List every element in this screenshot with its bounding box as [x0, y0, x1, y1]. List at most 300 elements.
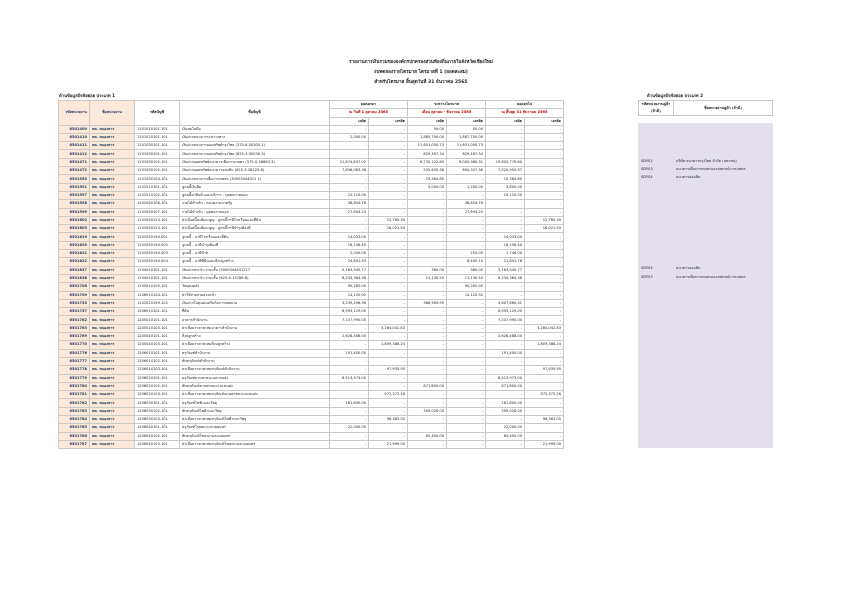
cell-account-name: เงินฝากธนาคารเพื่อการเกษตร (30003444312 1): [180, 175, 330, 183]
cell-opening-credit: -: [369, 407, 408, 415]
col-header-account-name: ชื่อบัญชี: [180, 101, 330, 126]
cell-partner-code: [639, 389, 674, 397]
cell-account-name: เงินฝากออมทรัพย์ธนาคารออมสิน (825-3-38120-6): [180, 167, 330, 175]
table-row: [59, 250, 564, 258]
cell-period-credit: -: [447, 424, 486, 432]
cell-closing-credit: 12,765.30: [525, 216, 564, 224]
cell-closing-credit: -: [525, 399, 564, 407]
counterparty-row: [639, 174, 773, 182]
cell-closing-credit: 1,809,388.24: [525, 341, 564, 349]
cell-period-credit: -: [447, 399, 486, 407]
counterparty-row: [639, 223, 773, 231]
cell-account-code: 1102010101.101: [135, 183, 180, 191]
cell-closing-credit: 18,021.50: [525, 225, 564, 233]
cell-closing-debit: -: [486, 291, 525, 299]
table-row: [59, 191, 564, 199]
cell-partner-name: [674, 381, 773, 389]
cell-closing-credit: -: [525, 208, 564, 216]
cell-partner-code: [639, 364, 674, 372]
counterparty-row: [639, 389, 773, 397]
cell-account-name: ค่าเสื่อมราคาสะสมครุภัณฑ์ไฟฟ้าและวิทยุ: [180, 415, 330, 423]
cell-unit-name: ทต. หนองหาร: [90, 208, 135, 216]
cell-account-name: รายได้ค้างรับ - หน่วยงานภาครัฐ: [180, 200, 330, 208]
cell-unit-name: ทต. หนองหาร: [90, 200, 135, 208]
cell-partner-name: [674, 364, 773, 372]
cell-unit-code: 6501783: [59, 407, 90, 415]
table-row: [59, 407, 564, 415]
table-row: [59, 440, 564, 448]
cell-unit-name: ทต. หนองหาร: [90, 366, 135, 374]
cell-opening-debit: -: [330, 150, 369, 158]
table-row: [59, 283, 564, 291]
cell-period-credit: 629,167.34: [447, 150, 486, 158]
cell-opening-debit: 8,234,364.36: [330, 274, 369, 282]
cell-period-credit: 11,130.50: [447, 274, 486, 282]
cell-period-debit: -: [408, 333, 447, 341]
cell-partner-code: SDY03: [639, 165, 674, 173]
cell-opening-debit: 2,000.00: [330, 250, 369, 258]
cell-unit-code: 6501787: [59, 440, 90, 448]
cell-period-debit: -: [408, 258, 447, 266]
counterparty-row: [639, 182, 773, 190]
cell-closing-debit: 191,400.00: [486, 349, 525, 357]
cell-closing-credit: -: [525, 382, 564, 390]
cell-account-code: 1206020103.101: [135, 391, 180, 399]
cell-unit-code: 6501769: [59, 333, 90, 341]
cell-unit-code: 6501410: [59, 133, 90, 141]
cell-opening-credit: -: [369, 382, 408, 390]
cell-closing-debit: 7,237,990.00: [486, 316, 525, 324]
cell-account-name: ค่าเสื่อมราคาสะสมครุภัณฑ์โฆษณาและเผยแพร่: [180, 440, 330, 448]
cell-opening-debit: 2,628,488.00: [330, 333, 369, 341]
cell-period-debit: -: [408, 200, 447, 208]
cell-account-name: เงินฝากธนาคารออมทรัพย์กรุงไทย (375-6-00305-1): [180, 142, 330, 150]
cell-period-credit: -: [447, 341, 486, 349]
cell-closing-debit: 5,163,945.77: [486, 266, 525, 274]
cell-opening-debit: 90,262.00: [330, 283, 369, 291]
counterparty-row: [639, 149, 773, 157]
cell-account-code: 1101020101.101: [135, 133, 180, 141]
cell-partner-code: [639, 373, 674, 381]
cell-account-code: 1105010105.101: [135, 283, 180, 291]
counterparty-row: [639, 356, 773, 364]
cell-partner-name: [674, 132, 773, 140]
cell-account-name: ค่าเผื่อหนี้สงสัยจะสูญ - ลูกหนี้ภาษีโรงเรือนและที่ดิน: [180, 216, 330, 224]
cell-unit-name: ทต. หนองหาร: [90, 183, 135, 191]
cell-period-debit: -: [408, 399, 447, 407]
cell-period-credit: -: [447, 225, 486, 233]
counterparty-row: [639, 406, 773, 414]
cell-account-name: เงินฝากออมทรัพย์ธนาคารเพื่อการเกษตร (375-0-36863-3): [180, 158, 330, 166]
cell-closing-debit: -: [486, 366, 525, 374]
cell-opening-credit: -: [369, 167, 408, 175]
cell-unit-name: ทต. หนองหาร: [90, 333, 135, 341]
cell-partner-code: [639, 281, 674, 289]
cell-partner-code: [639, 348, 674, 356]
cell-closing-debit: -: [486, 391, 525, 399]
cell-closing-debit: 6,993,129.00: [486, 308, 525, 316]
counterparty-row: [639, 323, 773, 331]
counterparty-row: [639, 439, 773, 447]
cell-unit-name: ทต. หนองหาร: [90, 225, 135, 233]
cell-partner-code: [639, 298, 674, 306]
cell-period-debit: -: [408, 216, 447, 224]
cell-period-credit: -: [447, 308, 486, 316]
cell-account-code: 1102050194.003: [135, 250, 180, 258]
counterparty-row: [639, 422, 773, 430]
cell-unit-name: ทต. หนองหาร: [90, 266, 135, 274]
counterparty-row: [639, 132, 773, 140]
cell-period-credit: -: [447, 366, 486, 374]
cell-period-credit: 252.00: [447, 250, 486, 258]
cell-account-code: 1102050194.002: [135, 241, 180, 249]
cell-closing-debit: -: [486, 440, 525, 448]
cell-opening-credit: -: [369, 191, 408, 199]
cell-account-name: ลูกหนี้ - ภาษีบำรุงท้องที่: [180, 241, 330, 249]
report-subtitle: งบทดลองรายไตรมาส ไตรมาสที่ 1 (ยอดสะสม): [374, 70, 468, 75]
cell-closing-credit: -: [525, 283, 564, 291]
cell-unit-name: ทต. หนองหาร: [90, 150, 135, 158]
cell-period-credit: 38,854.78: [447, 200, 486, 208]
cell-opening-debit: 18,156.40: [330, 241, 369, 249]
cell-partner-name: [674, 281, 773, 289]
counterparty-row: [639, 190, 773, 198]
cell-opening-credit: -: [369, 316, 408, 324]
cell-account-code: 1205040101.101: [135, 333, 180, 341]
table-row: [59, 142, 564, 150]
cell-account-code: 1102050106.101: [135, 200, 180, 208]
cell-unit-name: ทต. หนองหาร: [90, 216, 135, 224]
cell-period-debit: -: [408, 349, 447, 357]
counterparty-row: [639, 298, 773, 306]
cell-partner-name: [674, 431, 773, 439]
cell-opening-debit: 7,237,990.00: [330, 316, 369, 324]
table-row: [59, 233, 564, 241]
cell-unit-name: ทต. หนองหาร: [90, 308, 135, 316]
cell-opening-debit: 22,000.00: [330, 424, 369, 432]
cell-partner-code: [639, 198, 674, 206]
counterparty-row: [639, 265, 773, 273]
col-header-debit: เดบิต: [330, 117, 369, 125]
cell-unit-code: 6501602: [59, 216, 90, 224]
cell-opening-credit: 18,021.50: [369, 225, 408, 233]
cell-partner-code: [639, 381, 674, 389]
cell-unit-code: 6501779: [59, 374, 90, 382]
cell-period-credit: -: [447, 349, 486, 357]
cell-closing-credit: -: [525, 233, 564, 241]
cell-closing-debit: 181,600.00: [486, 399, 525, 407]
cell-unit-code: 6501412: [59, 150, 90, 158]
cell-account-name: ค่าเสื่อมราคาสะสมครุภัณฑ์สำนักงาน: [180, 366, 330, 374]
table-row: [59, 241, 564, 249]
cell-period-credit: 8,400.15: [447, 258, 486, 266]
cell-closing-credit: -: [525, 424, 564, 432]
cell-period-credit: 27,694.25: [447, 208, 486, 216]
cell-closing-debit: -: [486, 150, 525, 158]
counterparty-row: [639, 331, 773, 339]
cell-period-debit: 629,167.34: [408, 150, 447, 158]
cell-partner-code: [639, 331, 674, 339]
cell-account-code: 1206010102.101: [135, 357, 180, 365]
cell-unit-code: 6501708: [59, 283, 90, 291]
cell-opening-credit: -: [369, 150, 408, 158]
cell-partner-name: [674, 323, 773, 331]
cell-period-debit: -: [408, 366, 447, 374]
cell-period-debit: 309,026.00: [408, 407, 447, 415]
cell-opening-debit: -: [330, 341, 369, 349]
table-row: [59, 167, 564, 175]
cell-period-credit: 360.00: [447, 266, 486, 274]
counterparty-row: [639, 215, 773, 223]
cell-unit-name: ทต. หนองหาร: [90, 175, 135, 183]
cell-closing-credit: 97,935.95: [525, 366, 564, 374]
col-header-partner-code: รหัสหน่วยงานคู่ค้า (ถ้ามี): [639, 101, 674, 116]
cell-closing-debit: 309,026.00: [486, 407, 525, 415]
cell-partner-name: [674, 298, 773, 306]
cell-partner-code: [639, 306, 674, 314]
table-row: [59, 133, 564, 141]
cell-partner-code: [639, 207, 674, 215]
cell-opening-debit: 10,110.00: [330, 191, 369, 199]
cell-unit-name: ทต. หนองหาร: [90, 316, 135, 324]
cell-unit-code: 6501598: [59, 200, 90, 208]
cell-partner-name: ธนาคารออมสิน: [674, 174, 773, 182]
cell-account-name: เงินฝากธนาคารออมทรัพย์กรุงไทย (825-3-00030-3): [180, 150, 330, 158]
cell-unit-code: 6501786: [59, 432, 90, 440]
cell-account-code: 1206020102.101: [135, 382, 180, 390]
cell-partner-name: [674, 315, 773, 323]
table-row: [59, 432, 564, 440]
cell-unit-name: ทต. หนองหาร: [90, 241, 135, 249]
cell-partner-name: [674, 331, 773, 339]
cell-partner-code: [639, 323, 674, 331]
report-titles: [0, 58, 842, 88]
cell-closing-credit: -: [525, 407, 564, 415]
cell-closing-credit: 21,999.00: [525, 440, 564, 448]
cell-partner-name: [674, 232, 773, 240]
cell-account-name: ลูกหนี้ - ภาษีโรงเรือนและที่ดิน: [180, 233, 330, 241]
cell-unit-code: 6501637: [59, 266, 90, 274]
cell-account-name: สิ่งปลูกสร้าง: [180, 333, 330, 341]
cell-opening-debit: -: [330, 324, 369, 332]
cell-account-code: 1101030102.101: [135, 167, 180, 175]
cell-closing-credit: -: [525, 291, 564, 299]
cell-unit-name: ทต. หนองหาร: [90, 415, 135, 423]
cell-period-credit: -: [447, 374, 486, 382]
cell-account-name: ค่าเสื่อมราคาสะสมอาคารสำนักงาน: [180, 324, 330, 332]
counterparty-row: [639, 290, 773, 298]
cell-partner-code: [639, 356, 674, 364]
cell-opening-debit: -: [330, 432, 369, 440]
cell-period-debit: -: [408, 324, 447, 332]
cell-unit-name: ทต. หนองหาร: [90, 274, 135, 282]
cell-unit-name: ทต. หนองหาร: [90, 432, 135, 440]
cell-opening-credit: 97,935.95: [369, 366, 408, 374]
cell-account-name: ลูกหนี้ค่าสินค้าและบริการ - บุคคลภายนอก: [180, 191, 330, 199]
cell-partner-code: [639, 422, 674, 430]
cell-unit-name: ทต. หนองหาร: [90, 233, 135, 241]
cell-period-credit: 1,200.00: [447, 183, 486, 191]
cell-opening-credit: -: [369, 158, 408, 166]
cell-unit-name: ทต. หนองหาร: [90, 374, 135, 382]
table-row: [59, 183, 564, 191]
table-row: [59, 200, 564, 208]
cell-unit-code: 6501603: [59, 225, 90, 233]
counterparty-row: [639, 165, 773, 173]
cell-unit-name: ทต. หนองหาร: [90, 440, 135, 448]
cell-opening-credit: -: [369, 424, 408, 432]
cell-account-name: เงินฝากธนาคารระหว่างทาง: [180, 133, 330, 141]
cell-closing-credit: -: [525, 158, 564, 166]
table-row: [59, 391, 564, 399]
cell-period-debit: -: [408, 191, 447, 199]
cell-unit-code: 6501591: [59, 183, 90, 191]
cell-closing-credit: -: [525, 299, 564, 307]
cell-unit-code: 6501778: [59, 366, 90, 374]
table-row: [59, 216, 564, 224]
cell-closing-credit: 3,284,042.83: [525, 324, 564, 332]
cell-opening-debit: -: [330, 440, 369, 448]
table-row: [59, 150, 564, 158]
cell-partner-code: [639, 248, 674, 256]
cell-unit-code: 6501638: [59, 274, 90, 282]
cell-partner-name: [674, 373, 773, 381]
col-header-account-code: รหัสบัญชี: [135, 101, 180, 126]
cell-closing-debit: -: [486, 133, 525, 141]
col-subheader-opening: ณ วันที่ 1 ตุลาคม 2565: [330, 109, 408, 117]
cell-account-code: 1101030101.101: [135, 142, 180, 150]
cell-account-code: 1206040103.101: [135, 440, 180, 448]
cell-period-debit: 65,400.00: [408, 432, 447, 440]
cell-account-code: 1206020101.101: [135, 374, 180, 382]
cell-partner-name: ธนาคารเพื่อการเกษตรและสหกรณ์การเกษตร: [674, 273, 773, 281]
cell-partner-code: SDY03: [639, 273, 674, 281]
cell-closing-credit: -: [525, 167, 564, 175]
cell-opening-debit: 14,033.00: [330, 233, 369, 241]
cell-period-debit: -: [408, 424, 447, 432]
table-row: [59, 125, 564, 133]
cell-period-credit: -: [447, 415, 486, 423]
counterparty-row: [639, 140, 773, 148]
cell-period-credit: -: [447, 316, 486, 324]
cell-unit-name: ทต. หนองหาร: [90, 250, 135, 258]
cell-partner-name: [674, 340, 773, 348]
cell-opening-credit: -: [369, 266, 408, 274]
cell-closing-credit: -: [525, 316, 564, 324]
report-title: รายงานการเงินรวมขององค์กรปกครองส่วนท้องถิ่นภายในจังหวัดเชียงใหม่: [349, 60, 493, 65]
counterparty-row: [639, 306, 773, 314]
cell-account-code: 1101010101.101: [135, 125, 180, 133]
cell-opening-credit: -: [369, 299, 408, 307]
cell-account-code: 1101030104.101: [135, 175, 180, 183]
cell-account-code: 1102050194.004: [135, 258, 180, 266]
cell-partner-code: [639, 439, 674, 447]
cell-period-credit: -: [447, 191, 486, 199]
cell-account-code: 1206030102.101: [135, 407, 180, 415]
cell-unit-name: ทต. หนองหาร: [90, 283, 135, 291]
cell-partner-name: บริษัท ธนาคารกรุงไทย จำกัด (มหาชน): [674, 157, 773, 165]
cell-unit-code: 6501763: [59, 324, 90, 332]
cell-opening-debit: 24,841.93: [330, 258, 369, 266]
cell-unit-code: 6501781: [59, 391, 90, 399]
cell-period-credit: -: [447, 407, 486, 415]
cell-closing-credit: -: [525, 349, 564, 357]
cell-account-code: 1104010101.101: [135, 274, 180, 282]
cell-partner-code: [639, 124, 674, 132]
trial-balance-table: [58, 100, 564, 449]
cell-partner-code: [639, 431, 674, 439]
cell-account-name: ครุภัณฑ์สำนักงาน: [180, 349, 330, 357]
cell-partner-name: [674, 198, 773, 206]
cell-closing-credit: -: [525, 274, 564, 282]
cell-period-debit: -: [408, 241, 447, 249]
cell-unit-code: 6501411: [59, 142, 90, 150]
cell-account-name: ที่ดิน: [180, 308, 330, 316]
cell-unit-name: ทต. หนองหาร: [90, 382, 135, 390]
cell-account-code: 1104010101.101: [135, 266, 180, 274]
counterparty-body: [639, 124, 773, 448]
cell-partner-code: [639, 290, 674, 298]
cell-opening-credit: -: [369, 133, 408, 141]
cell-account-code: 1101030101.101: [135, 150, 180, 158]
cell-closing-debit: 22,000.00: [486, 424, 525, 432]
cell-opening-credit: 96,383.05: [369, 415, 408, 423]
cell-closing-debit: -: [486, 324, 525, 332]
cell-period-credit: 11,651,050.73: [447, 142, 486, 150]
cell-closing-debit: -: [486, 200, 525, 208]
table-row: [59, 341, 564, 349]
table-row: [59, 225, 564, 233]
counterparty-row: [639, 240, 773, 248]
cell-partner-name: [674, 348, 773, 356]
cell-partner-name: [674, 248, 773, 256]
cell-closing-credit: 96,383.05: [525, 415, 564, 423]
cell-period-debit: -: [408, 283, 447, 291]
cell-closing-debit: 871,800.00: [486, 382, 525, 390]
cell-opening-credit: -: [369, 200, 408, 208]
cell-unit-code: 6501597: [59, 191, 90, 199]
cell-account-code: 1206030103.101: [135, 415, 180, 423]
cell-opening-debit: 38,854.78: [330, 200, 369, 208]
cell-unit-name: ทต. หนองหาร: [90, 324, 135, 332]
cell-closing-debit: 65,400.00: [486, 432, 525, 440]
cell-period-credit: -: [447, 299, 486, 307]
cell-period-debit: 5,000.00: [408, 183, 447, 191]
cell-account-name: พักครุภัณฑ์สำนักงาน: [180, 357, 330, 365]
cell-period-debit: 871,800.00: [408, 382, 447, 390]
cell-account-name: รายได้ค้างรับ - บุคคลภายนอก: [180, 208, 330, 216]
table-row: [59, 399, 564, 407]
report-period: สำหรับไตรมาส สิ้นสุดวันที่ 31 ธันวาคม 2565: [374, 80, 468, 85]
cell-closing-credit: -: [525, 258, 564, 266]
cell-account-code: 1206030101.101: [135, 399, 180, 407]
table-row: [59, 308, 564, 316]
cell-unit-code: 6501621: [59, 250, 90, 258]
cell-account-code: 1101030102.101: [135, 158, 180, 166]
cell-partner-name: ธนาคารออมสิน: [674, 265, 773, 273]
cell-unit-name: ทต. หนองหาร: [90, 158, 135, 166]
cell-account-code: 1102020199.102: [135, 299, 180, 307]
counterparty-row: [639, 273, 773, 281]
cell-opening-debit: -: [330, 407, 369, 415]
col-header-unit-name: ชื่อหน่วยงาน: [90, 101, 135, 126]
cell-partner-name: [674, 215, 773, 223]
cell-account-code: 1102050107.101: [135, 208, 180, 216]
cell-opening-credit: 12,765.30: [369, 216, 408, 224]
cell-account-code: 1102010102.101: [135, 191, 180, 199]
cell-opening-debit: -: [330, 142, 369, 150]
cell-period-debit: 11,130.50: [408, 274, 447, 282]
